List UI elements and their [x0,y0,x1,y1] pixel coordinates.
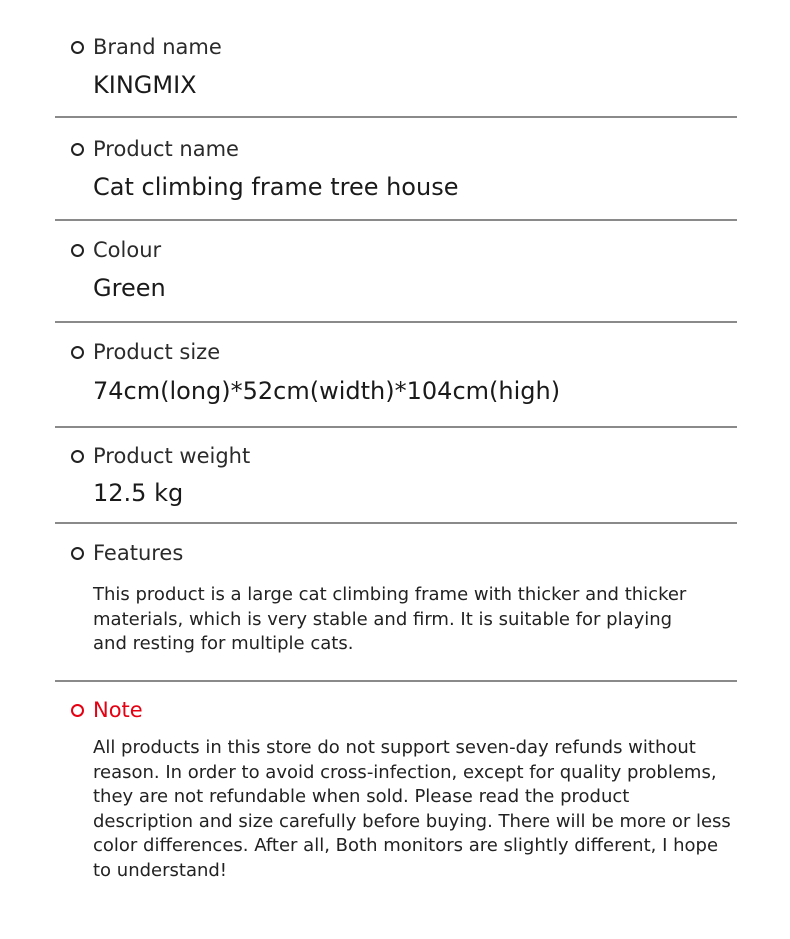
spec-features [55,524,737,681]
spec-brand-name [55,0,737,117]
spec-colour [55,221,737,321]
circle-bullet-icon [71,450,84,463]
spec-value: KINGMIX [93,71,197,99]
spec-heading [71,443,250,469]
spec-heading-label: Colour [93,238,162,262]
note-heading-label: Note [93,698,143,722]
spec-heading-label: Product weight [93,444,251,468]
spec-value: 74cm(long)*52cm(width)*104cm(high) [93,377,561,405]
note-section [55,682,737,922]
circle-bullet-icon [71,143,84,156]
spec-product-weight [55,428,737,523]
circle-bullet-icon [71,547,84,560]
spec-heading [71,540,183,566]
spec-value: Green [93,274,166,302]
spec-heading-label: Features [93,541,184,565]
spec-value: Cat climbing frame tree house [93,173,459,201]
note-description: All products in this store do not support seven-day refunds without reason. In order to avoid cross-infection, except for quality problems, they are not refundable when sold. Please read the product description and size carefully before buying. There will be more or less color differences. After all, Both monitors are slightly different, I hope to understand! [93,737,731,881]
spec-value: 12.5 kg [93,479,184,507]
spec-heading [71,339,220,365]
note-heading [71,697,143,723]
spec-heading [71,136,239,162]
spec-heading-label: Product size [93,340,221,364]
spec-heading [71,34,222,60]
circle-bullet-icon [71,704,84,717]
spec-product-size [55,323,737,427]
circle-bullet-icon [71,41,84,54]
spec-heading-label: Brand name [93,35,222,59]
circle-bullet-icon [71,346,84,359]
spec-heading-label: Product name [93,137,239,161]
circle-bullet-icon [71,244,84,257]
features-description: This product is a large cat climbing frame with thicker and thicker materials, which is very stable and firm. It is suitable for playing and resting for multiple cats. [93,584,687,654]
spec-heading [71,237,161,263]
spec-product-name [55,118,737,220]
